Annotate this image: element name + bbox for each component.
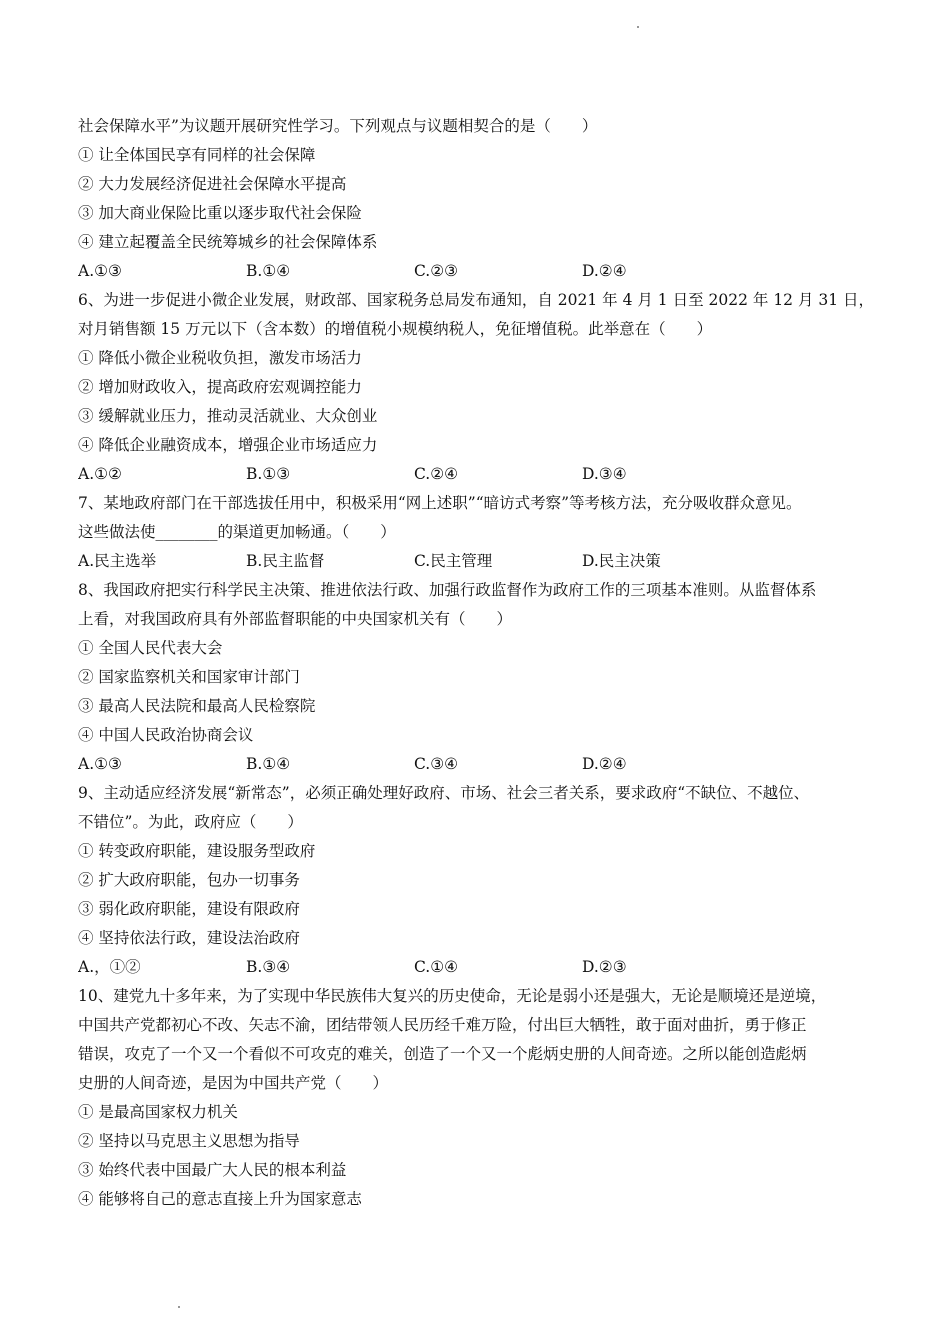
text-line: 社会保障水平”为议题开展研究性学习。下列观点与议题相契合的是（ ） <box>78 117 598 135</box>
answer-option: B.民主监督 <box>246 552 325 570</box>
answer-options <box>78 750 878 779</box>
text-line: ② 坚持以马克思主义思想为指导 <box>78 1132 300 1150</box>
text-line: ② 扩大政府职能，包办一切事务 <box>78 871 300 889</box>
text-line: 这些做法使________的渠道更加畅通。（ ） <box>78 523 396 541</box>
footer-dot <box>178 1306 180 1308</box>
text-line: 史册的人间奇迹，是因为中国共产党（ ） <box>78 1074 389 1092</box>
answer-option: D.③④ <box>582 465 627 483</box>
answer-option: D.②④ <box>582 262 627 280</box>
answer-option: C.②③ <box>414 262 459 280</box>
text-line: ③ 弱化政府职能，建设有限政府 <box>78 900 300 918</box>
text-line: ③ 始终代表中国最广大人民的根本利益 <box>78 1161 347 1179</box>
answer-option: D.民主决策 <box>582 552 661 570</box>
answer-option: B.①③ <box>246 465 291 483</box>
answer-option: B.①④ <box>246 755 291 773</box>
text-line: ④ 降低企业融资成本，增强企业市场适应力 <box>78 436 378 454</box>
text-line: ① 降低小微企业税收负担，激发市场活力 <box>78 349 362 367</box>
answer-option: A.①② <box>78 465 122 483</box>
text-line: ④ 中国人民政治协商会议 <box>78 726 254 744</box>
text-line: ③ 最高人民法院和最高人民检察院 <box>78 697 316 715</box>
text-line: 10、建党九十多年来，为了实现中华民族伟大复兴的历史使命，无论是弱小还是强大，无论是顺境还是逆境， <box>78 987 827 1005</box>
text-line: 8、我国政府把实行科学民主决策、推进依法行政、加强行政监督作为政府工作的三项基本准则。从监督体系 <box>78 581 817 599</box>
text-line: 中国共产党都初心不改、矢志不渝，团结带领人民历经千难万险，付出巨大牺牲，敢于面对曲折，勇于修正 <box>78 1016 807 1034</box>
text-line: ① 是最高国家权力机关 <box>78 1103 238 1121</box>
text-line: ③ 加大商业保险比重以逐步取代社会保险 <box>78 204 362 222</box>
text-line: 9、主动适应经济发展“新常态”，必须正确处理好政府、市场、社会三者关系，要求政府“不缺位、不越位、 <box>78 784 810 802</box>
text-line: 对月销售额 15 万元以下（含本数）的增值税小规模纳税人，免征增值税。此举意在（ ） <box>78 320 713 338</box>
text-line: ① 转变政府职能，建设服务型政府 <box>78 842 316 860</box>
text-line: ① 让全体国民享有同样的社会保障 <box>78 146 316 164</box>
answer-option: A.①③ <box>78 262 122 280</box>
answer-options <box>78 257 878 286</box>
text-line: 不错位”。为此，政府应（ ） <box>78 813 303 831</box>
answer-option: B.③④ <box>246 958 291 976</box>
text-line: ④ 能够将自己的意志直接上升为国家意志 <box>78 1190 362 1208</box>
answer-options <box>78 460 878 489</box>
header-dot <box>637 26 639 28</box>
text-line: ② 国家监察机关和国家审计部门 <box>78 668 300 686</box>
text-line: 7、某地政府部门在干部选拔任用中，积极采用“网上述职”“暗访式考察”等考核方法，充分吸收群众意见。 <box>78 494 802 512</box>
answer-option: A.①③ <box>78 755 122 773</box>
answer-option: C.民主管理 <box>414 552 493 570</box>
answer-option: C.③④ <box>414 755 459 773</box>
text-line: ① 全国人民代表大会 <box>78 639 223 657</box>
answer-options <box>78 547 878 576</box>
answer-option: C.①④ <box>414 958 459 976</box>
answer-option: B.①④ <box>246 262 291 280</box>
text-line: ④ 建立起覆盖全民统筹城乡的社会保障体系 <box>78 233 378 251</box>
answer-option: D.②③ <box>582 958 627 976</box>
question-content <box>78 112 878 1214</box>
answer-options <box>78 953 878 982</box>
text-line: 6、为进一步促进小微企业发展，财政部、国家税务总局发布通知，自 2021 年 4 月 1 日至 2022 年 12 月 31 日， <box>78 291 875 309</box>
text-line: ② 大力发展经济促进社会保障水平提高 <box>78 175 347 193</box>
text-line: ④ 坚持依法行政，建设法治政府 <box>78 929 300 947</box>
text-line: ③ 缓解就业压力，推动灵活就业、大众创业 <box>78 407 378 425</box>
answer-option: A.民主选举 <box>78 552 157 570</box>
answer-option: A.，①② <box>78 958 141 976</box>
text-line: ② 增加财政收入，提高政府宏观调控能力 <box>78 378 362 396</box>
text-line: 错误，攻克了一个又一个看似不可攻克的难关，创造了一个又一个彪炳史册的人间奇迹。之所以能创造彪炳 <box>78 1045 807 1063</box>
answer-option: D.②④ <box>582 755 627 773</box>
text-line: 上看，对我国政府具有外部监督职能的中央国家机关有（ ） <box>78 610 513 628</box>
answer-option: C.②④ <box>414 465 459 483</box>
